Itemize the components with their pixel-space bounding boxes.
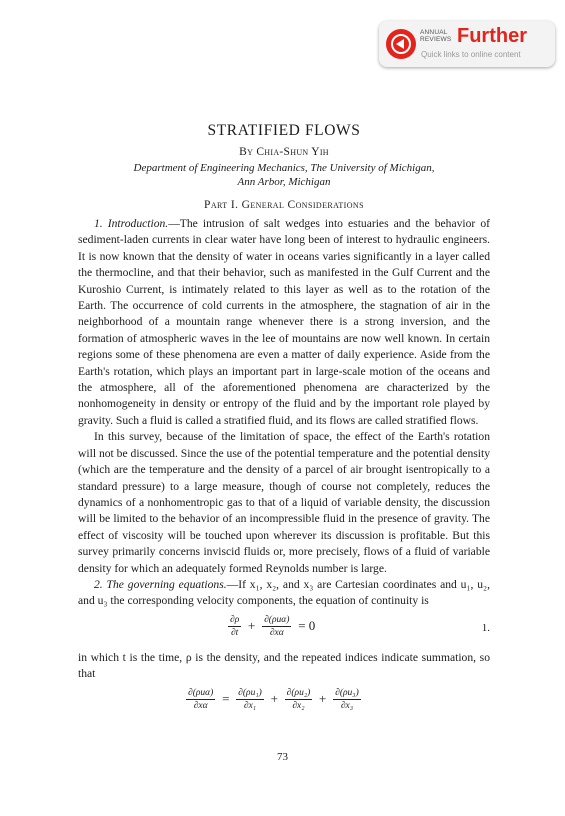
eq1-den-a: ∂t	[228, 626, 241, 639]
affiliation-line-2: Ann Arbor, Michigan	[237, 176, 331, 188]
governing-text: —If x₁, x₂, and x₃ are Cartesian coordinates and u₁, u₂, and u₃ the corresponding velocity components, the equation of continuity is	[78, 577, 490, 608]
eq2-t1-den: ∂x₁	[236, 699, 264, 712]
eq2-t2-num: ∂(ρu₂)	[286, 687, 311, 698]
survey-paragraph: In this survey, because of the limitation of space, the effect of the Earth's rotation will not be discussed. Since the use of the potential temperature and the potential density (which are the temperature and the density of a parcel of air brought isentropically to a standard pressure) to a large measure, though of course not completely, reduces the dynamics of a nonhomentropic gas to that of a liquid of variable density, the discussion will be limited to the behavior of an incompressible fluid in the presence of gravity. The effect of viscosity will be touched upon wherever its discussion is profitable. But this survey primarily concerns inviscid fluids or, more precisely, flows of a fluid of variable density for which an adequately formed Reynolds number is large.	[78, 430, 490, 575]
intro-text: —The intrusion of salt wedges into estuaries and the behavior of sediment-laden currents in clear water have long been of interest to hydraulic engineers. It is now known that the density of water in oceans varies significantly in a layer called the thermocline, and that their behavior, such as manifested in the Gulf Current and the Kuroshio Current, is intimately related to this layer as well as to the rotation of the Earth. The occurrence of cold currents in the atmosphere, the stagnation of air in the neighborhood of a mountain range whenever there is a strong inversion, and the formation of atmospheric waves in the lee of mountains are now well known. In certain regions some of these phenomena are even a matter of daily experience. Aside from the Earth's rotation, which plays an important part in large-scale motion of the oceans and the atmosphere, all of the aforementioned phenomena are characterized by the nonhomogeneity in density or entropy of the fluid and by the important role played by gravity. Such a fluid is called a stratified fluid, and its flows are called stratified flows.	[78, 217, 490, 427]
play-back-icon	[386, 29, 416, 59]
eq1-den-b: ∂xα	[262, 626, 291, 639]
article-title: STRATIFIED FLOWS	[207, 122, 361, 139]
further-label: Further	[457, 25, 527, 47]
equation-2	[78, 683, 490, 725]
eq2-t2-den: ∂x₂	[285, 699, 313, 712]
eq2-plus-1: +	[270, 691, 278, 707]
intro-label: 1. Introduction.	[94, 217, 169, 230]
eq2-plus-2: +	[319, 691, 327, 707]
eq2-t3-num: ∂(ρu₃)	[335, 687, 359, 698]
eq1-num-b: ∂(ρuα)	[264, 614, 290, 625]
eq2-lhs	[186, 687, 215, 712]
summation-paragraph: in which t is the time, ρ is the density, and the repeated indices indicate summation, so that	[78, 650, 490, 681]
part-heading: Part I. General Considerations	[204, 199, 364, 211]
governing-paragraph	[78, 577, 490, 610]
eq2-term-1	[236, 687, 264, 712]
governing-label: 2. The governing equations.	[94, 577, 227, 591]
equation-1	[78, 610, 490, 650]
equation-number-1: 1.	[481, 621, 490, 634]
eq2-term-2	[285, 687, 313, 712]
eq2-equals: =	[222, 691, 230, 707]
intro-paragraph	[78, 216, 490, 429]
affiliation-line-1: Department of Engineering Mechanics, The University of Michigan,	[133, 162, 435, 174]
eq1-fraction-b	[262, 614, 291, 639]
eq1-rhs: = 0	[298, 618, 316, 634]
eq2-term-3	[333, 687, 361, 712]
eq2-t3-den: ∂x₃	[333, 699, 361, 712]
eq2-lhs-den: ∂xα	[186, 699, 215, 712]
page-number: 73	[277, 751, 288, 763]
eq1-num-a: ∂ρ	[230, 614, 240, 625]
article-page	[78, 118, 490, 725]
eq2-lhs-num: ∂(ρuα)	[188, 687, 214, 698]
annual-reviews-label: ANNUAL REVIEWS	[420, 29, 452, 43]
further-badge[interactable]	[379, 21, 555, 67]
eq1-plus: +	[248, 618, 256, 634]
eq2-t1-num: ∂(ρu₁)	[238, 687, 262, 698]
badge-tagline: Quick links to online content	[421, 50, 521, 59]
eq1-fraction-a	[228, 614, 241, 639]
author-byline: By Chia-Shun Yih	[239, 146, 329, 158]
